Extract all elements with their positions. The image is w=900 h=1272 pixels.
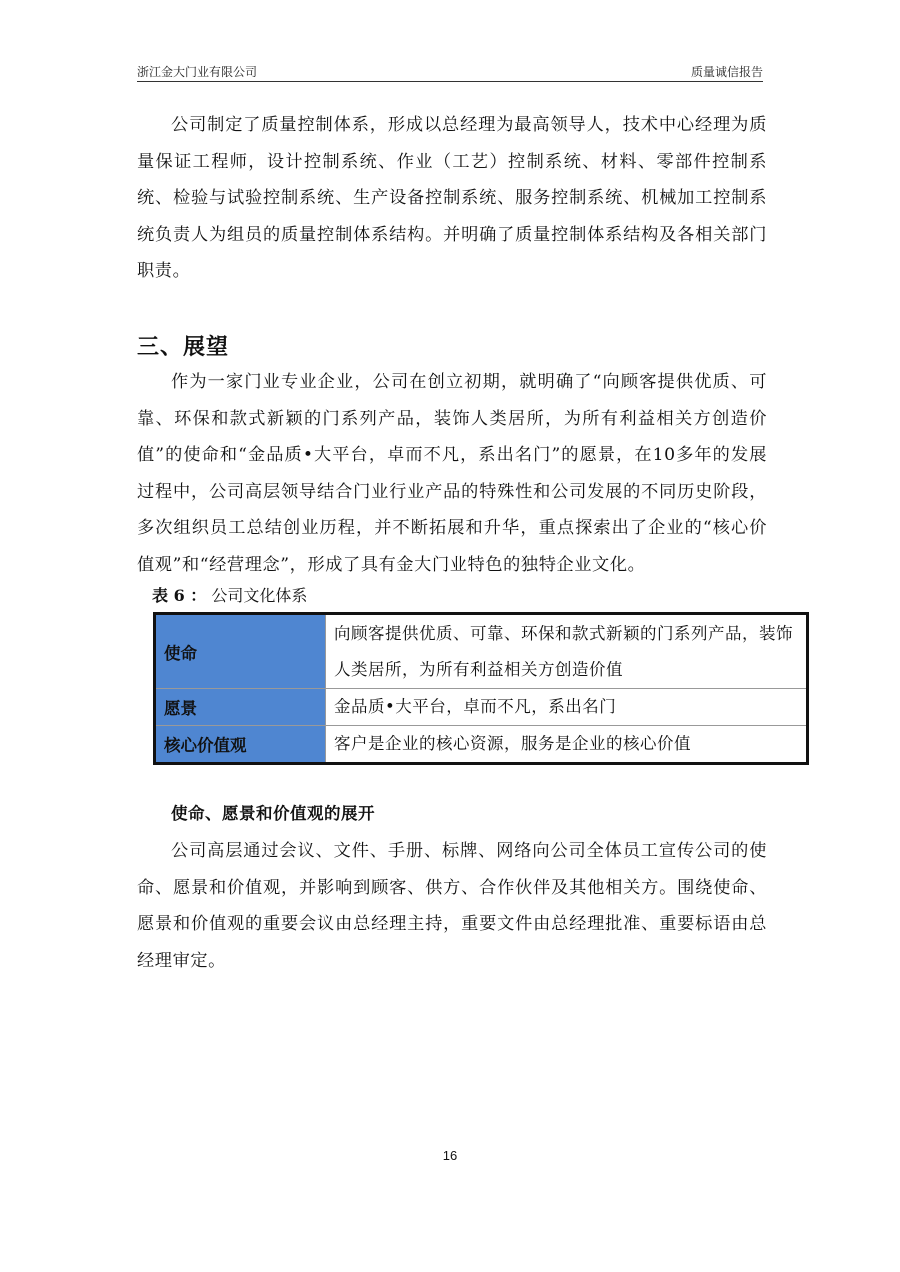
table-key-cell: 核心价值观 <box>155 726 326 764</box>
table-value-cell: 向顾客提供优质、可靠、环保和款式新颖的门系列产品，装饰人类居所，为所有利益相关方创造价值 <box>326 614 808 689</box>
header-company: 浙江金大门业有限公司 <box>137 65 258 79</box>
paragraph-deployment: 公司高层通过会议、文件、手册、标牌、网络向公司全体员工宣传公司的使命、愿景和价值观，并影响到顾客、供方、合作伙伴及其他相关方。围绕使命、愿景和价值观的重要会议由总经理主持，重要文件由总经理批准、重要标语由总经理审定。 <box>137 841 767 971</box>
table-row <box>155 726 808 764</box>
paragraph-outlook: 作为一家门业专业企业，公司在创立初期，就明确了“向顾客提供优质、可靠、环保和款式新颖的门系列产品，装饰人类居所，为所有利益相关方创造价值”的使命和“金品质•大平台，卓而不凡，系出名门”的愿景，在10多年的发展过程中，公司高层领导结合门业行业产品的特殊性和公司发展的不同历史阶段，多次组织员工总结创业历程，并不断拓展和升华，重点探索出了企业的“核心价值观”和“经营理念”，形成了具有金大门业特色的独特企业文化。 <box>137 372 767 575</box>
page-header <box>137 63 763 82</box>
culture-table <box>153 612 809 765</box>
table-value-cell: 客户是企业的核心资源，服务是企业的核心价值 <box>326 726 808 764</box>
subheading: 使命、愿景和价值观的展开 <box>171 804 375 823</box>
table-caption-title: 公司文化体系 <box>211 586 308 605</box>
table-caption-label: 表 6 ： <box>152 586 207 605</box>
page-number: 16 <box>442 1148 458 1163</box>
header-report-title: 质量诚信报告 <box>690 65 763 79</box>
section-heading: 三、展望 <box>137 334 230 360</box>
table-row <box>155 614 808 689</box>
table-value-cell: 金品质•大平台，卓而不凡，系出名门 <box>326 689 808 726</box>
table-key-cell: 使命 <box>155 614 326 689</box>
table-row <box>155 689 808 726</box>
table-key-cell: 愿景 <box>155 689 326 726</box>
table-caption <box>152 583 307 606</box>
paragraph-quality-control: 公司制定了质量控制体系，形成以总经理为最高领导人，技术中心经理为质量保证工程师，设计控制系统、作业（工艺）控制系统、材料、零部件控制系统、检验与试验控制系统、生产设备控制系统、服务控制系统、机械加工控制系统负责人为组员的质量控制体系结构。并明确了质量控制体系结构及各相关部门职责。 <box>137 115 767 281</box>
